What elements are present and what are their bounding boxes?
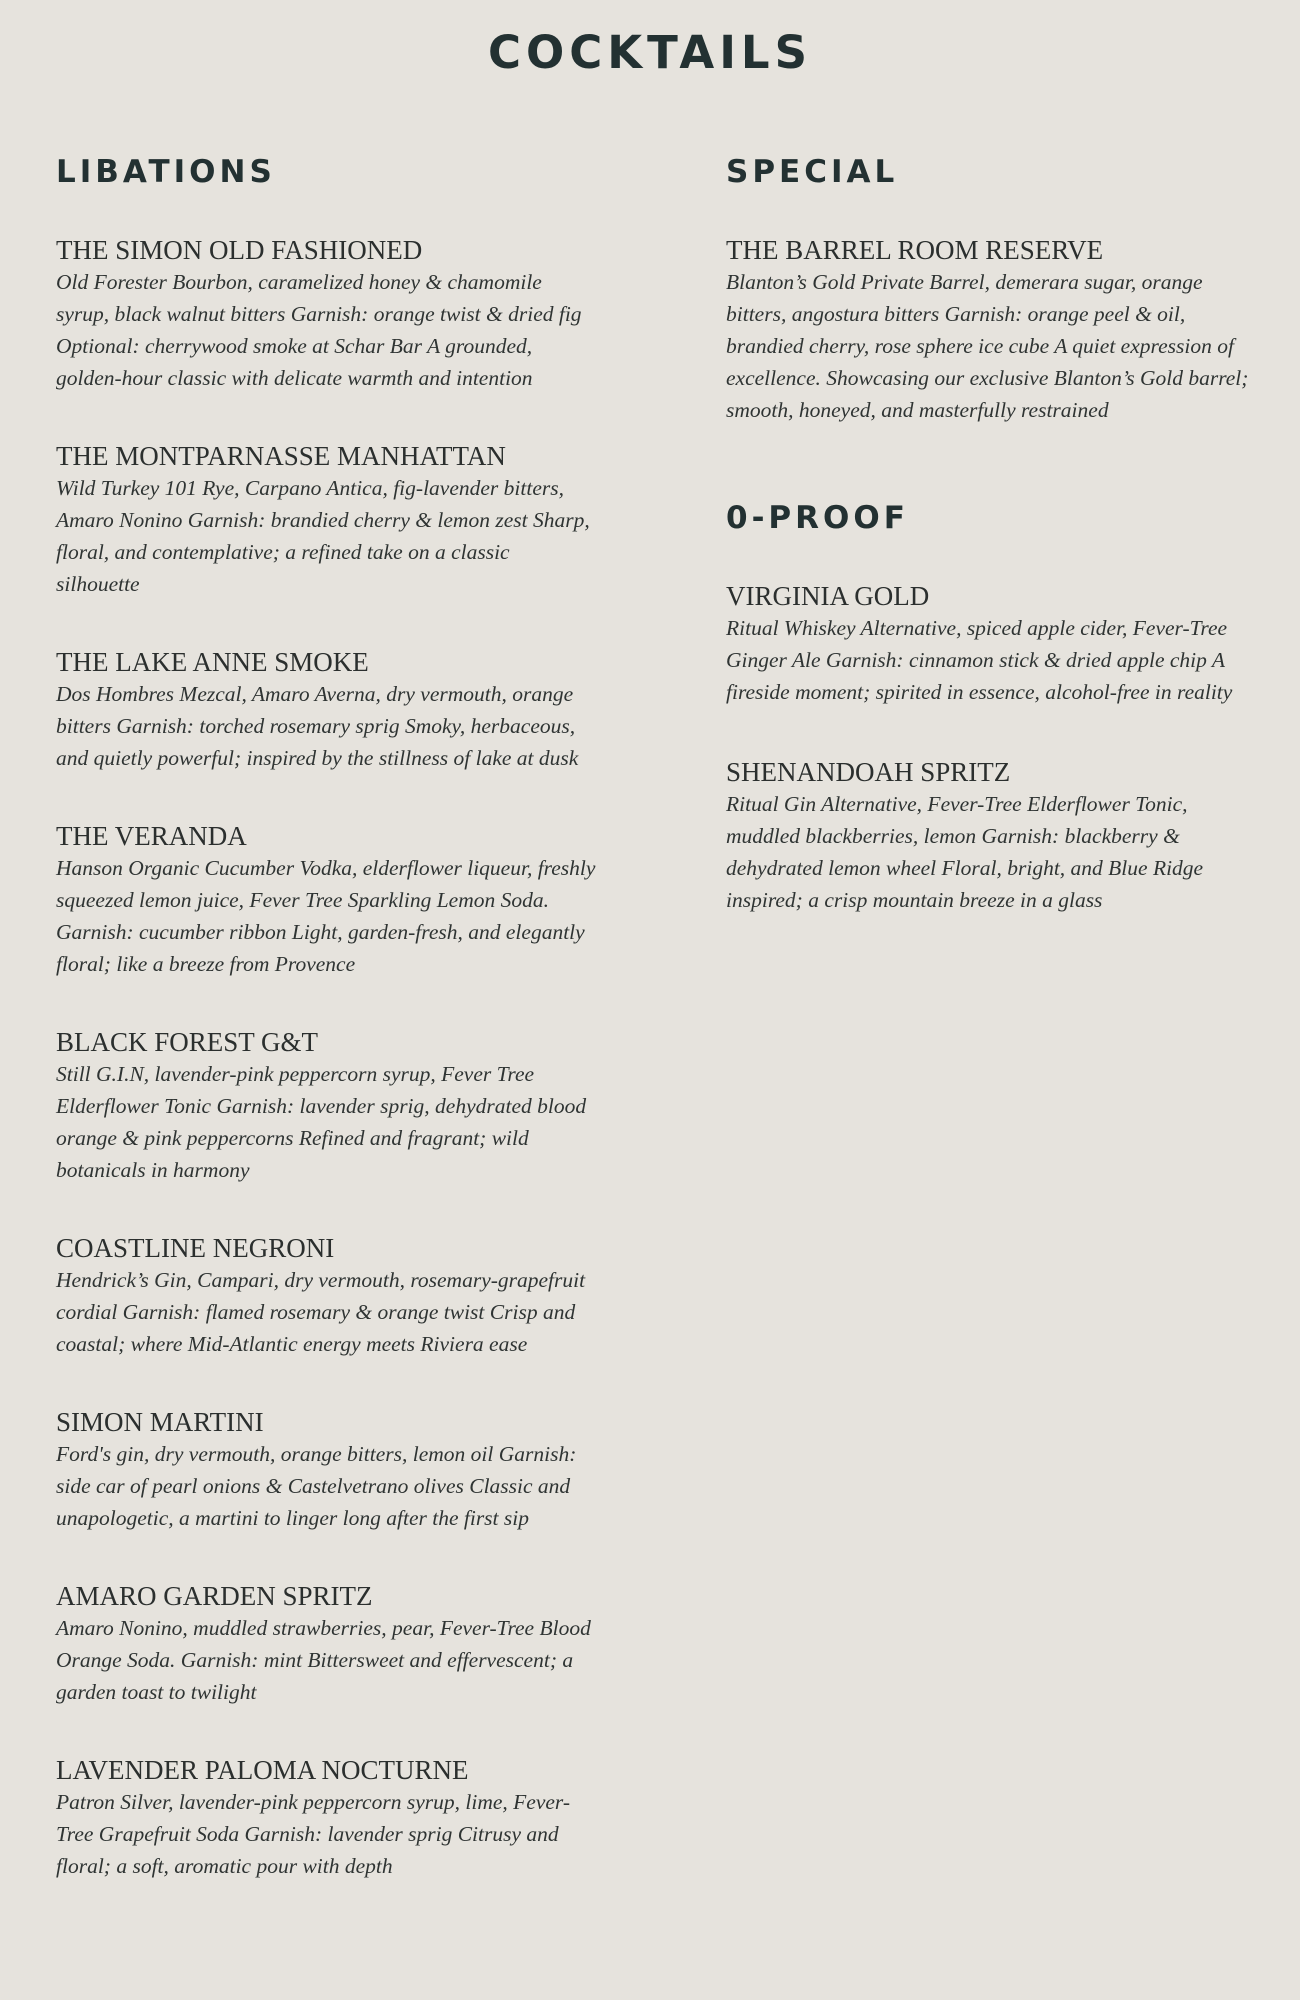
item-name: LAVENDER PALOMA NOCTURNE (56, 1755, 469, 1785)
menu-item (726, 234, 1266, 426)
item-description: Blanton’s Gold Private Barrel, demerara sugar, orange bitters, angostura bitters Garnish: orange peel & oil, brandied cherry, rose sphere ice cube A quiet expression of excellence. Showcasing our exclusive Blanton’s Gold barrel; smooth, honeyed, and masterfully restrained (726, 270, 1249, 422)
item-description: Dos Hombres Mezcal, Amaro Averna, dry vermouth, orange bitters Garnish: torched rosemary sprig Smoky, herbaceous, and quietly powerful; inspired by the stillness of lake at dusk (56, 682, 579, 770)
item-description: Ford's gin, dry vermouth, orange bitters, lemon oil Garnish: side car of pearl onions & Castelvetrano olives Classic and unapologetic, a martini to linger long after the first sip (56, 1442, 577, 1530)
menu-item (56, 1026, 596, 1186)
item-name: BLACK FOREST G&T (56, 1027, 319, 1057)
item-description: Hendrick’s Gin, Campari, dry vermouth, rosemary-grapefruit cordial Garnish: flamed rosemary & orange twist Crisp and coastal; where Mid-Atlantic energy meets Riviera ease (56, 1268, 586, 1356)
item-description: Patron Silver, lavender-pink peppercorn syrup, lime, Fever-Tree Grapefruit Soda Garnish: lavender sprig Citrusy and floral; a soft, aromatic pour with depth (56, 1790, 570, 1878)
menu-item (726, 756, 1266, 916)
special-section (726, 150, 1266, 426)
section-heading-special: SPECIAL (726, 154, 899, 190)
item-name: COASTLINE NEGRONI (56, 1233, 335, 1263)
zero-proof-section (726, 496, 1266, 916)
item-name: THE LAKE ANNE SMOKE (56, 647, 369, 677)
menu-item (56, 1232, 596, 1360)
item-name: VIRGINIA GOLD (726, 581, 930, 611)
menu-item (56, 1406, 596, 1534)
menu-item (56, 440, 596, 600)
menu-item (56, 820, 596, 980)
item-description: Hanson Organic Cucumber Vodka, elderflower liqueur, freshly squeezed lemon juice, Fever Tree Sparkling Lemon Soda. Garnish: cucumber ribbon Light, garden-fresh, and elegantly floral; like a breeze from Provence (56, 856, 596, 976)
menu-item (56, 234, 596, 394)
menu-item (56, 1754, 596, 1882)
item-name: SIMON MARTINI (56, 1407, 264, 1437)
item-name: THE BARREL ROOM RESERVE (726, 235, 1104, 265)
page-title: COCKTAILS (487, 26, 813, 79)
section-heading-libations: LIBATIONS (56, 154, 276, 190)
menu-item (726, 580, 1266, 708)
item-description: Still G.I.N, lavender-pink peppercorn syrup, Fever Tree Elderflower Tonic Garnish: lavender sprig, dehydrated blood orange & pink peppercorns Refined and fragrant; wild botanicals in harmony (56, 1062, 587, 1182)
item-description: Ritual Whiskey Alternative, spiced apple cider, Fever-Tree Ginger Ale Garnish: cinnamon stick & dried apple chip A fireside moment; spirited in essence, alcohol-free in reality (726, 616, 1233, 704)
right-column (726, 150, 1266, 964)
menu-item (56, 646, 596, 774)
item-description: Amaro Nonino, muddled strawberries, pear, Fever-Tree Blood Orange Soda. Garnish: mint Bittersweet and effervescent; a garden toast to twilight (56, 1616, 591, 1704)
libations-section (56, 150, 596, 1928)
item-name: THE SIMON OLD FASHIONED (56, 235, 423, 265)
section-heading-zero-proof: 0-PROOF (726, 500, 909, 536)
item-description: Old Forester Bourbon, caramelized honey & chamomile syrup, black walnut bitters Garnish: orange twist & dried fig Optional: cherrywood smoke at Schar Bar A grounded, golden-hour classic with delicate warmth and intention (56, 270, 582, 390)
item-name: AMARO GARDEN SPRITZ (56, 1581, 373, 1611)
item-name: THE VERANDA (56, 821, 247, 851)
item-description: Ritual Gin Alternative, Fever-Tree Elderflower Tonic, muddled blackberries, lemon Garnish: blackberry & dehydrated lemon wheel Floral, bright, and Blue Ridge inspired; a crisp mountain breeze in a glass (726, 792, 1204, 912)
item-name: SHENANDOAH SPRITZ (726, 757, 1011, 787)
item-name: THE MONTPARNASSE MANHATTAN (56, 441, 506, 471)
item-description: Wild Turkey 101 Rye, Carpano Antica, fig-lavender bitters, Amaro Nonino Garnish: brandied cherry & lemon zest Sharp, floral, and contemplative; a refined take on a classic silhouette (56, 476, 590, 596)
menu-item (56, 1580, 596, 1708)
